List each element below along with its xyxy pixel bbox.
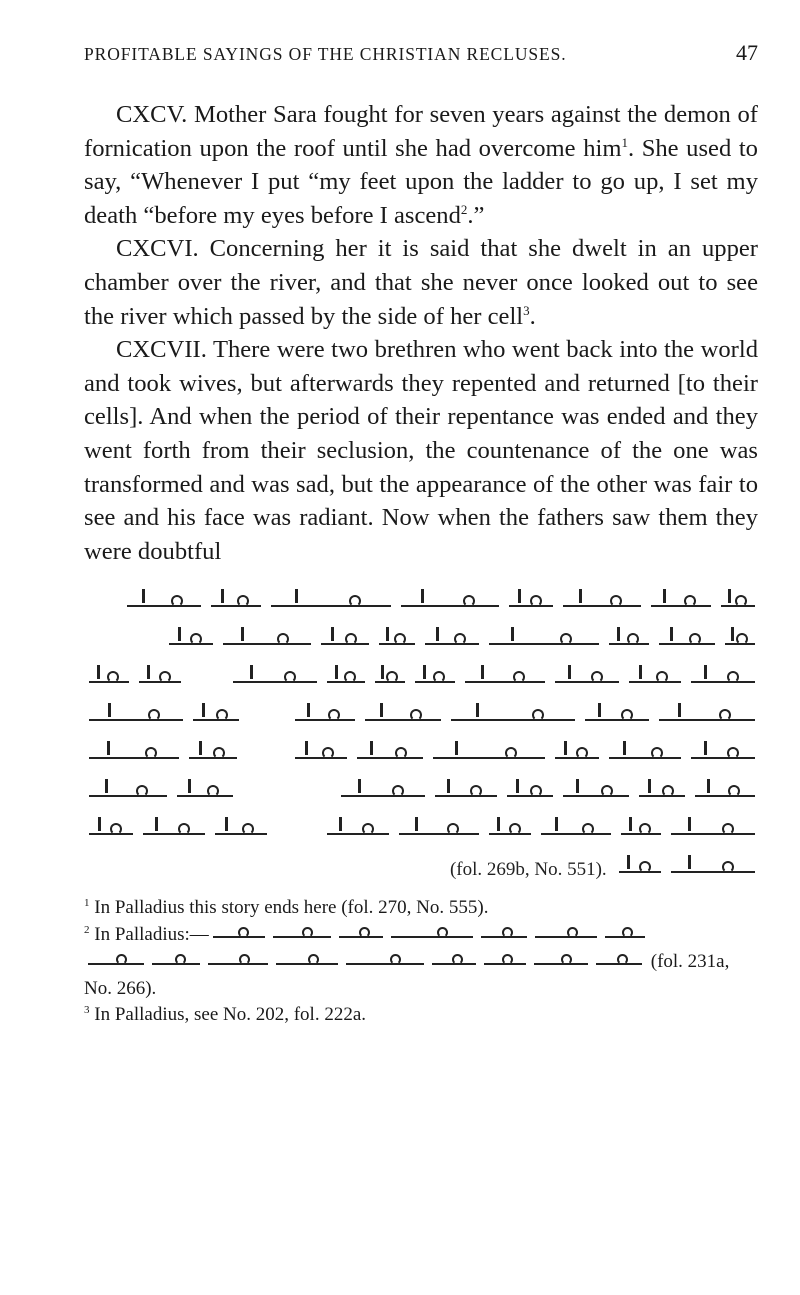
section-rule — [0, 572, 800, 573]
syriac-reference: (fol. 269b, No. 551). — [449, 859, 607, 881]
running-head — [84, 40, 758, 66]
syriac-text-block — [84, 583, 760, 889]
footnote-ref: 1 — [621, 134, 628, 150]
footnote-3: $^3$ In Palladius, see No. 202, fol. 222a. — [84, 1004, 367, 1026]
body-text — [84, 98, 758, 568]
footnote-1: $^1$ In Palladius this story ends here (fol. 270, No. 555). — [84, 897, 489, 919]
paragraph-cxcvii: CXCVII. There were two brethren who went back into the world and took wives, but afterwards they repented and returned [to their cells]. And when the period of their repentance was ended and they went forth from their seclusion, the countenance of the one was transformed and was sad, but the appearance of the other was fair to see and his face was radiant. Now when the fathers saw them they were doubtful — [84, 336, 758, 565]
footnote-syriac-quote-2 — [84, 949, 646, 976]
footnote-syriac-quote — [209, 922, 649, 949]
paragraph-cxcv: CXCV. Mother Sara fought for seven years against the demon of fornication upon the roof until she had overcome him$^1$. She used to say, “Whenever I put “my feet upon the ladder to go up, I set my death “before my eyes before I ascend$^2$.” — [84, 101, 758, 229]
syriac-script — [84, 589, 760, 881]
footnote-ref: 2 — [460, 201, 468, 217]
footnote-2: $^2$ In Palladius:— (fol. 231a, No. 266). — [84, 923, 730, 999]
running-title: PROFITABLE SAYINGS OF THE CHRISTIAN RECLUSES. — [84, 44, 567, 64]
page-number: 47 — [736, 40, 758, 65]
footnotes — [84, 895, 758, 1028]
footnote-ref: 3 — [523, 302, 530, 318]
paragraph-cxcvi: CXCVI. Concerning her it is said that she dwelt in an upper chamber over the river, and that she never once looked out to see the river which passed by the side of her cell$^3$. — [84, 235, 758, 330]
